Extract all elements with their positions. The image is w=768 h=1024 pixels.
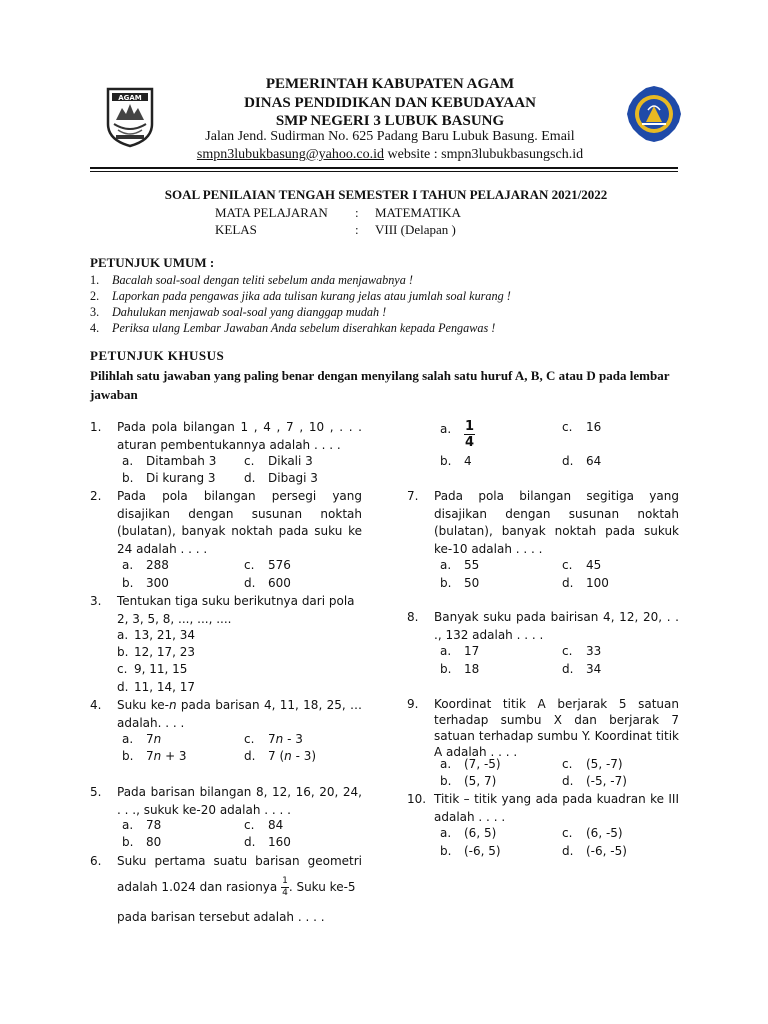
option-d[interactable]: d. 160: [244, 835, 291, 849]
question-5: 5. Pada barisan bilangan 8, 12, 16, 20, 24, . . ., sukuk ke-20 adalah . . . .: [90, 784, 362, 820]
tut-wuri-handayani-logo: [624, 84, 684, 144]
option-b[interactable]: b. 7n + 3: [122, 749, 187, 763]
question-3: 3. Tentukan tiga suku berikutnya dari pola 2, 3, 5, 8, ..., ..., ....: [90, 593, 362, 629]
option-c[interactable]: c. (5, -7): [562, 757, 623, 771]
option-c[interactable]: c. 576: [244, 558, 291, 572]
header-government: PEMERINTAH KABUPATEN AGAM: [265, 76, 515, 92]
option-b[interactable]: b. (-6, 5): [440, 844, 501, 858]
header-divider-thin: [90, 171, 678, 172]
subject-value: MATEMATIKA: [375, 205, 461, 220]
option-a[interactable]: a. $\frac{1}{4}$: [440, 419, 475, 450]
question-text-line1: Suku pertama suatu barisan geometri: [117, 854, 362, 868]
option-b[interactable]: b. 12, 17, 23: [117, 645, 196, 659]
list-item: 3. Dahulukan menjawab soal-soal yang dianggap mudah !: [90, 305, 387, 319]
list-item: 1. Bacalah soal-soal dengan teliti sebelum anda menjawabnya !: [90, 273, 413, 287]
question-6: 6. Suku pertama suatu barisan geometri adalah 1.024 dan rasionya $\frac{1}{4}$ . Suku ke-5 pada barisan tersebut adalah . . . .: [90, 853, 362, 933]
question-text: Koordinat titik A berjarak 5 satuan terhadap sumbu X dan berjarak 7 satuan terhadap sumbu Y. Koordinat titik A adalah . . . .: [434, 697, 679, 759]
option-a[interactable]: a. 7n: [122, 732, 162, 746]
agam-emblem-logo: [104, 86, 156, 148]
option-b[interactable]: b. 50: [440, 576, 480, 590]
subject-label: MATA PELAJARAN: [215, 205, 328, 220]
question-text: Tentukan tiga suku berikutnya dari pola 2, 3, 5, 8, ..., ..., ....: [117, 594, 355, 626]
class-label: KELAS: [215, 222, 257, 237]
question-2: 2. Pada pola bilangan persegi yang disajikan dengan susunan noktah (bulatan), banyak noktah pada suku ke 24 adalah . . . .: [90, 488, 362, 560]
option-d[interactable]: d. 600: [244, 576, 291, 590]
option-b[interactable]: b. 80: [122, 835, 162, 849]
list-item: 4. Periksa ulang Lembar Jawaban Anda sebelum diserahkan kepada Pengawas !: [90, 321, 496, 335]
question-text: Suku ke-n pada barisan 4, 11, 18, 25, … adalah. . . .: [117, 698, 362, 730]
option-b[interactable]: b. Di kurang 3: [122, 471, 216, 485]
question-text-line2: adalah 1.024 dan rasionya $\frac{1}{4}$ . Suku ke-5: [117, 876, 356, 898]
option-a[interactable]: a. Ditambah 3: [122, 454, 217, 468]
option-c[interactable]: c. 45: [562, 558, 602, 572]
option-d[interactable]: d. 7 (n - 3): [244, 749, 317, 763]
specific-instructions-title: PETUNJUK KHUSUS: [90, 348, 225, 363]
header-school-name: SMP NEGERI 3 LUBUK BASUNG: [275, 113, 505, 129]
colon: :: [355, 222, 359, 237]
option-a[interactable]: a. (6, 5): [440, 826, 497, 840]
option-c[interactable]: c. (6, -5): [562, 826, 623, 840]
option-a-fraction: $\frac{1}{4}$: [465, 419, 475, 450]
option-a[interactable]: a. 78: [122, 818, 162, 832]
option-d[interactable]: d. (-5, -7): [562, 774, 627, 788]
option-a[interactable]: a. (7, -5): [440, 757, 501, 771]
question-8: 8. Banyak suku pada bairisan 4, 12, 20, . . ., 132 adalah . . . .: [407, 609, 679, 645]
exam-title: SOAL PENILAIAN TENGAH SEMESTER I TAHUN PELAJARAN 2021/2022: [164, 187, 608, 202]
colon: :: [355, 205, 359, 220]
option-d[interactable]: d. 64: [562, 454, 602, 468]
question-text-line3: pada barisan tersebut adalah . . . .: [117, 910, 325, 924]
emblem-text: AGAM: [118, 94, 142, 102]
option-a[interactable]: a. 55: [440, 558, 480, 572]
header-divider: [90, 167, 678, 169]
option-b[interactable]: b. 4: [440, 454, 472, 468]
option-a[interactable]: a. 13, 21, 34: [117, 628, 196, 642]
option-d[interactable]: d. Dibagi 3: [244, 471, 318, 485]
question-7: 7. Pada pola bilangan segitiga yang disajikan dengan susunan noktah (bulatan), banyak noktah pada sukuk ke-10 adalah . . . .: [407, 488, 679, 560]
option-b[interactable]: b. 300: [122, 576, 169, 590]
question-text: Pada pola bilangan 1 , 4 , 7 , 10 , . . . aturan pembentukannya adalah . . . .: [117, 420, 362, 452]
option-c[interactable]: c. Dikali 3: [244, 454, 313, 468]
option-b[interactable]: b. (5, 7): [440, 774, 497, 788]
question-text: Pada pola bilangan persegi yang disajikan dengan susunan noktah (bulatan), banyak noktah pada suku ke 24 adalah . . . .: [117, 489, 362, 556]
general-instructions-title: PETUNJUK UMUM :: [90, 255, 215, 270]
option-c[interactable]: c. 7n - 3: [244, 732, 303, 746]
option-d[interactable]: d. (-6, -5): [562, 844, 627, 858]
question-10: 10. Titik – titik yang ada pada kuadran ke III adalah . . . .: [407, 791, 679, 827]
list-item: 2. Laporkan pada pengawas jika ada tulisan kurang jelas atau jumlah soal kurang !: [90, 289, 511, 303]
ratio-fraction: $\frac{1}{4}$: [282, 876, 288, 898]
option-b[interactable]: b. 18: [440, 662, 480, 676]
question-9: 9. Koordinat titik A berjarak 5 satuan terhadap sumbu X dan berjarak 7 satuan terhadap sumbu Y. Koordinat titik A adalah . . . .: [407, 697, 679, 759]
option-d[interactable]: d. 100: [562, 576, 609, 590]
class-value: VIII (Delapan ): [375, 222, 456, 237]
specific-instructions-text: Pilihlah satu jawaban yang paling benar dengan menyilang salah satu huruf A, B, C atau D pada lembar jawaban: [90, 368, 670, 402]
header-contact: [160, 147, 620, 163]
website-text: website : smpn3lubukbasungsch.id: [384, 147, 584, 162]
question-text: Banyak suku pada bairisan 4, 12, 20, . . ., 132 adalah . . . .: [434, 610, 679, 642]
option-d[interactable]: d. 34: [562, 662, 602, 676]
option-c[interactable]: c. 9, 11, 15: [117, 662, 188, 676]
header-address: Jalan Jend. Sudirman No. 625 Padang Baru Lubuk Basung. Email: [205, 129, 575, 144]
question-4: 4. Suku ke-n pada barisan 4, 11, 18, 25, … adalah. . . .: [90, 697, 362, 733]
email-link[interactable]: smpn3lubukbasung@yahoo.co.id: [196, 147, 384, 162]
option-a[interactable]: a. 17: [440, 644, 480, 658]
option-c[interactable]: c. 84: [244, 818, 284, 832]
question-text: Pada barisan bilangan 8, 12, 16, 20, 24, . . ., sukuk ke-20 adalah . . . .: [117, 785, 362, 817]
option-c[interactable]: c. 16: [562, 420, 602, 434]
question-text: Titik – titik yang ada pada kuadran ke III adalah . . . .: [434, 792, 679, 824]
option-a[interactable]: a. 288: [122, 558, 169, 572]
option-d[interactable]: d. 11, 14, 17: [117, 680, 196, 694]
question-1: 1. Pada pola bilangan 1 , 4 , 7 , 10 , . . . aturan pembentukannya adalah . . . .: [90, 419, 362, 455]
general-instructions-list: [90, 272, 511, 336]
option-c[interactable]: c. 33: [562, 644, 602, 658]
subject-row: [215, 205, 461, 221]
question-text: Pada pola bilangan segitiga yang disajikan dengan susunan noktah (bulatan), banyak noktah pada sukuk ke-10 adalah . . . .: [434, 489, 679, 556]
header-department: DINAS PENDIDIKAN DAN KEBUDAYAAN: [244, 95, 536, 111]
class-row: [215, 222, 456, 238]
